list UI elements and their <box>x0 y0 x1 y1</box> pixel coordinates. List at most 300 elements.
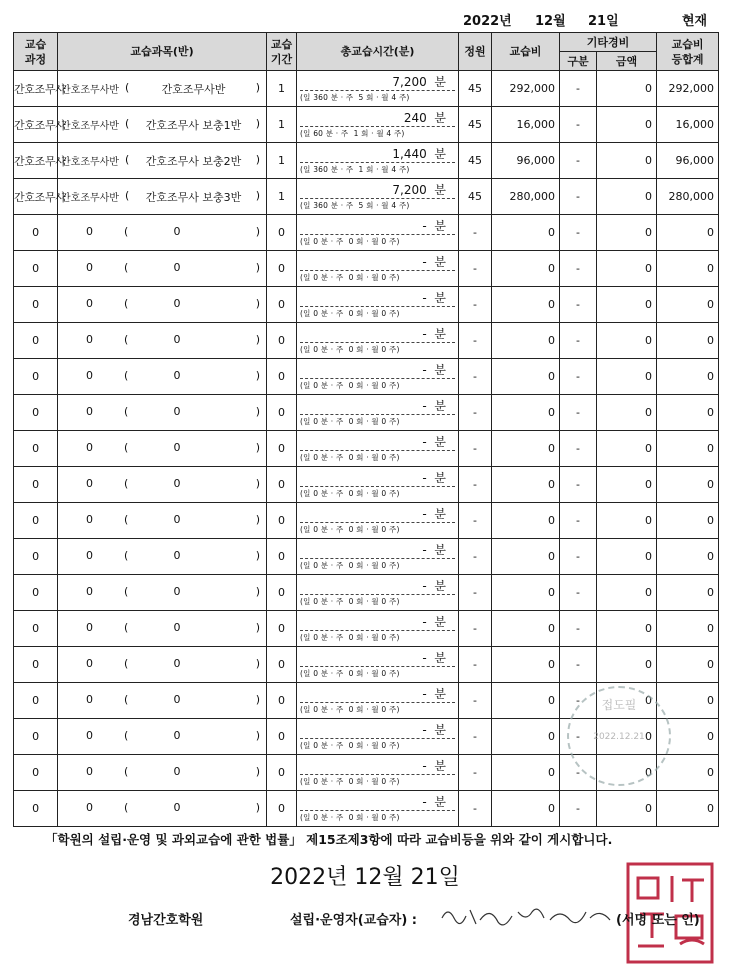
table-row <box>14 467 719 503</box>
fee-cell: 0 <box>492 395 560 431</box>
signature-note: (서명 또는 인) <box>616 913 700 928</box>
date-suffix: 현재 <box>682 14 708 29</box>
subject-cell: 0 ( 0 ) <box>58 575 267 611</box>
period-cell: 0 <box>267 611 297 647</box>
subject-detail: 0 <box>173 477 181 490</box>
other-amount-cell: 0 <box>597 467 657 503</box>
other-amount-cell: 0 <box>597 575 657 611</box>
capacity-cell: 45 <box>459 143 492 179</box>
subject-detail: 간호조무사 보충2반 <box>145 155 242 168</box>
other-kind-cell: - <box>560 611 597 647</box>
fee-cell: 0 <box>492 251 560 287</box>
total-minutes: - <box>422 579 427 593</box>
table-row <box>14 323 719 359</box>
subject-detail: 0 <box>173 585 181 598</box>
capacity-cell: 45 <box>459 179 492 215</box>
course-cell: 0 <box>14 575 58 611</box>
course-cell: 0 <box>14 215 58 251</box>
other-amount-cell: 0 <box>597 539 657 575</box>
time-breakdown: (일 360 분 · 주 5 회 · 월 4 주) <box>300 201 410 210</box>
time-cell <box>297 647 459 683</box>
receipt-stamp <box>567 686 671 786</box>
subject-name: 0 <box>86 441 93 454</box>
minutes-unit: 분 <box>434 579 446 593</box>
time-cell <box>297 143 459 179</box>
total-cell: 0 <box>657 323 719 359</box>
table-row <box>14 575 719 611</box>
fee-cell: 0 <box>492 359 560 395</box>
table-row <box>14 251 719 287</box>
date-year: 2022년 <box>463 14 512 29</box>
other-amount-cell: 0 <box>597 251 657 287</box>
subject-detail: 0 <box>173 621 181 634</box>
other-kind-cell: - <box>560 755 597 791</box>
minutes-unit: 분 <box>434 759 446 773</box>
minutes-unit: 분 <box>434 255 446 269</box>
course-cell: 간호조무사 <box>14 143 58 179</box>
subject-cell: 0 ( 0 ) <box>58 395 267 431</box>
date-day: 21일 <box>588 14 619 29</box>
other-amount-cell: 0 <box>597 179 657 215</box>
fee-cell: 0 <box>492 719 560 755</box>
fee-cell: 0 <box>492 791 560 827</box>
subject-name: 0 <box>86 513 93 526</box>
course-cell: 0 <box>14 467 58 503</box>
total-minutes: - <box>422 651 427 665</box>
period-cell: 0 <box>267 359 297 395</box>
other-kind-cell: - <box>560 395 597 431</box>
time-breakdown: (일 0 분 · 주 0 회 · 월 0 주) <box>300 633 400 642</box>
period-cell: 1 <box>267 107 297 143</box>
time-breakdown: (일 0 분 · 주 0 회 · 월 0 주) <box>300 489 400 498</box>
col-subject: 교습과목(반) <box>58 33 267 71</box>
time-cell <box>297 179 459 215</box>
other-kind-cell: - <box>560 359 597 395</box>
minutes-unit: 분 <box>434 147 446 161</box>
time-cell <box>297 323 459 359</box>
total-cell: 0 <box>657 467 719 503</box>
time-breakdown: (일 0 분 · 주 0 회 · 월 0 주) <box>300 453 400 462</box>
subject-cell: 0 ( 0 ) <box>58 431 267 467</box>
subject-name: 0 <box>86 693 93 706</box>
minutes-unit: 분 <box>434 471 446 485</box>
subject-detail: 0 <box>173 297 181 310</box>
fee-cell: 0 <box>492 467 560 503</box>
time-cell <box>297 215 459 251</box>
time-breakdown: (일 360 분 · 주 1 회 · 월 4 주) <box>300 165 410 174</box>
time-breakdown: (일 360 분 · 주 5 회 · 월 4 주) <box>300 93 410 102</box>
course-cell: 0 <box>14 287 58 323</box>
subject-name: 간호조무사반 <box>61 193 119 204</box>
total-minutes: - <box>422 615 427 629</box>
table-row <box>14 611 719 647</box>
total-minutes: - <box>422 291 427 305</box>
course-cell: 0 <box>14 323 58 359</box>
other-amount-cell: 0 <box>597 323 657 359</box>
total-cell: 0 <box>657 647 719 683</box>
time-breakdown: (일 0 분 · 주 0 회 · 월 0 주) <box>300 417 400 426</box>
time-cell <box>297 683 459 719</box>
minutes-unit: 분 <box>434 651 446 665</box>
subject-name: 0 <box>86 405 93 418</box>
total-cell: 0 <box>657 755 719 791</box>
date-header <box>0 8 730 30</box>
course-cell: 간호조무사 <box>14 71 58 107</box>
subject-detail: 0 <box>173 765 181 778</box>
course-cell: 0 <box>14 791 58 827</box>
period-cell: 0 <box>267 575 297 611</box>
col-fee: 교습비 <box>492 33 560 71</box>
time-breakdown: (일 0 분 · 주 0 회 · 월 0 주) <box>300 813 400 822</box>
period-cell: 1 <box>267 179 297 215</box>
course-cell: 간호조무사 <box>14 107 58 143</box>
total-minutes: 7,200 <box>392 75 427 89</box>
time-cell <box>297 251 459 287</box>
other-kind-cell: - <box>560 647 597 683</box>
table-row <box>14 431 719 467</box>
other-amount-cell: 0 <box>597 647 657 683</box>
subject-detail: 0 <box>173 225 181 238</box>
subject-name: 간호조무사반 <box>61 157 119 168</box>
period-cell: 1 <box>267 143 297 179</box>
col-other-kind: 구분 <box>560 52 597 71</box>
table-row <box>14 503 719 539</box>
total-cell: 0 <box>657 791 719 827</box>
other-amount-cell: 0 <box>597 143 657 179</box>
table-row <box>14 359 719 395</box>
period-cell: 0 <box>267 539 297 575</box>
time-breakdown: (일 0 분 · 주 0 회 · 월 0 주) <box>300 597 400 606</box>
other-kind-cell: - <box>560 71 597 107</box>
subject-cell: 0 ( 0 ) <box>58 647 267 683</box>
stamp-date: 2022.12.21 <box>593 732 645 742</box>
time-breakdown: (일 0 분 · 주 0 회 · 월 0 주) <box>300 561 400 570</box>
time-cell <box>297 575 459 611</box>
subject-detail: 0 <box>173 369 181 382</box>
time-breakdown: (일 60 분 · 주 1 회 · 월 4 주) <box>300 129 405 138</box>
subject-name: 0 <box>86 765 93 778</box>
table-row <box>14 791 719 827</box>
academy-name: 경남간호학원 <box>128 913 204 928</box>
total-cell: 0 <box>657 719 719 755</box>
fee-cell: 292,000 <box>492 71 560 107</box>
subject-name: 0 <box>86 657 93 670</box>
subject-detail: 0 <box>173 693 181 706</box>
time-cell <box>297 755 459 791</box>
subject-name: 0 <box>86 585 93 598</box>
total-cell: 0 <box>657 251 719 287</box>
course-cell: 0 <box>14 395 58 431</box>
total-minutes: - <box>422 435 427 449</box>
other-amount-cell: 0 <box>597 683 657 719</box>
total-cell: 96,000 <box>657 143 719 179</box>
handwritten-signature <box>440 900 630 930</box>
total-cell: 280,000 <box>657 179 719 215</box>
other-kind-cell: - <box>560 467 597 503</box>
time-cell <box>297 719 459 755</box>
subject-cell: 0 ( 0 ) <box>58 755 267 791</box>
course-cell: 0 <box>14 539 58 575</box>
subject-detail: 0 <box>173 261 181 274</box>
other-amount-cell: 0 <box>597 395 657 431</box>
capacity-cell: - <box>459 431 492 467</box>
posting-date: 2022년 12월 21일 <box>270 865 460 890</box>
total-minutes: - <box>422 363 427 377</box>
other-kind-cell: - <box>560 179 597 215</box>
other-amount-cell: 0 <box>597 755 657 791</box>
total-minutes: - <box>422 543 427 557</box>
subject-cell: 0 ( 0 ) <box>58 251 267 287</box>
other-kind-cell: - <box>560 107 597 143</box>
total-cell: 0 <box>657 611 719 647</box>
subject-name: 0 <box>86 549 93 562</box>
subject-name: 0 <box>86 729 93 742</box>
subject-cell: 0 ( 0 ) <box>58 359 267 395</box>
total-cell: 0 <box>657 431 719 467</box>
col-course: 교습과정 <box>14 33 58 71</box>
table-row <box>14 395 719 431</box>
other-amount-cell: 0 <box>597 719 657 755</box>
capacity-cell: - <box>459 755 492 791</box>
fee-cell: 16,000 <box>492 107 560 143</box>
fee-cell: 0 <box>492 683 560 719</box>
period-cell: 0 <box>267 323 297 359</box>
subject-name: 간호조무사반 <box>61 85 119 96</box>
subject-name: 0 <box>86 801 93 814</box>
subject-cell: 0 ( 0 ) <box>58 683 267 719</box>
time-breakdown: (일 0 분 · 주 0 회 · 월 0 주) <box>300 345 400 354</box>
period-cell: 0 <box>267 755 297 791</box>
course-cell: 0 <box>14 611 58 647</box>
table-row <box>14 215 719 251</box>
subject-cell: 0 ( 0 ) <box>58 791 267 827</box>
total-minutes: - <box>422 327 427 341</box>
capacity-cell: 45 <box>459 71 492 107</box>
table-row <box>14 539 719 575</box>
total-cell: 0 <box>657 215 719 251</box>
fee-cell: 0 <box>492 575 560 611</box>
minutes-unit: 분 <box>434 75 446 89</box>
total-minutes: 240 <box>403 111 427 125</box>
subject-name: 0 <box>86 261 93 274</box>
period-cell: 0 <box>267 719 297 755</box>
other-kind-cell: - <box>560 215 597 251</box>
time-cell <box>297 287 459 323</box>
total-minutes: - <box>422 471 427 485</box>
subject-name: 0 <box>86 333 93 346</box>
fee-cell: 280,000 <box>492 179 560 215</box>
table-row <box>14 107 719 143</box>
other-kind-cell: - <box>560 791 597 827</box>
notice-text: 「학원의 설립·운영 및 과외교습에 관한 법률」 제15조제3항에 따라 교습비등을 위와 같이 게시합니다. <box>45 832 613 847</box>
subject-detail: 0 <box>173 513 181 526</box>
time-cell <box>297 431 459 467</box>
course-cell: 0 <box>14 683 58 719</box>
period-cell: 0 <box>267 467 297 503</box>
minutes-unit: 분 <box>434 399 446 413</box>
capacity-cell: - <box>459 215 492 251</box>
col-total: 교습비등합계 <box>657 33 719 71</box>
period-cell: 1 <box>267 71 297 107</box>
subject-detail: 간호조무사 보충3반 <box>145 191 242 204</box>
course-cell: 0 <box>14 359 58 395</box>
total-cell: 16,000 <box>657 107 719 143</box>
other-amount-cell: 0 <box>597 359 657 395</box>
date-month: 12월 <box>535 14 566 29</box>
time-cell <box>297 611 459 647</box>
stamp-title: 접도필 <box>601 698 637 712</box>
capacity-cell: - <box>459 719 492 755</box>
time-breakdown: (일 0 분 · 주 0 회 · 월 0 주) <box>300 309 400 318</box>
time-breakdown: (일 0 분 · 주 0 회 · 월 0 주) <box>300 237 400 246</box>
total-minutes: - <box>422 687 427 701</box>
course-cell: 0 <box>14 719 58 755</box>
time-cell <box>297 107 459 143</box>
period-cell: 0 <box>267 791 297 827</box>
table-row <box>14 647 719 683</box>
total-cell: 0 <box>657 359 719 395</box>
subject-cell: 간호조무사반 ( 간호조무사 보충3반 ) <box>58 179 267 215</box>
time-breakdown: (일 0 분 · 주 0 회 · 월 0 주) <box>300 273 400 282</box>
fee-cell: 0 <box>492 431 560 467</box>
time-cell <box>297 71 459 107</box>
subject-detail: 0 <box>173 729 181 742</box>
course-cell: 0 <box>14 503 58 539</box>
minutes-unit: 분 <box>434 183 446 197</box>
subject-detail: 0 <box>173 333 181 346</box>
period-cell: 0 <box>267 215 297 251</box>
fee-cell: 0 <box>492 503 560 539</box>
capacity-cell: 45 <box>459 107 492 143</box>
time-breakdown: (일 0 분 · 주 0 회 · 월 0 주) <box>300 381 400 390</box>
minutes-unit: 분 <box>434 219 446 233</box>
fee-cell: 0 <box>492 323 560 359</box>
course-cell: 0 <box>14 251 58 287</box>
time-breakdown: (일 0 분 · 주 0 회 · 월 0 주) <box>300 669 400 678</box>
subject-detail: 0 <box>173 405 181 418</box>
minutes-unit: 분 <box>434 795 446 809</box>
subject-name: 0 <box>86 477 93 490</box>
minutes-unit: 분 <box>434 111 446 125</box>
total-minutes: - <box>422 255 427 269</box>
other-amount-cell: 0 <box>597 287 657 323</box>
other-amount-cell: 0 <box>597 431 657 467</box>
col-capacity: 정원 <box>459 33 492 71</box>
time-breakdown: (일 0 분 · 주 0 회 · 월 0 주) <box>300 525 400 534</box>
minutes-unit: 분 <box>434 291 446 305</box>
other-amount-cell: 0 <box>597 791 657 827</box>
capacity-cell: - <box>459 323 492 359</box>
total-cell: 0 <box>657 539 719 575</box>
time-cell <box>297 539 459 575</box>
table-row <box>14 71 719 107</box>
period-cell: 0 <box>267 287 297 323</box>
time-cell <box>297 359 459 395</box>
capacity-cell: - <box>459 611 492 647</box>
total-minutes: - <box>422 723 427 737</box>
subject-name: 간호조무사반 <box>61 121 119 132</box>
total-cell: 0 <box>657 395 719 431</box>
period-cell: 0 <box>267 395 297 431</box>
subject-cell: 간호조무사반 ( 간호조무사 보충1반 ) <box>58 107 267 143</box>
subject-cell: 0 ( 0 ) <box>58 539 267 575</box>
capacity-cell: - <box>459 287 492 323</box>
subject-cell: 0 ( 0 ) <box>58 503 267 539</box>
fee-cell: 96,000 <box>492 143 560 179</box>
other-kind-cell: - <box>560 251 597 287</box>
total-minutes: 1,440 <box>392 147 427 161</box>
capacity-cell: - <box>459 395 492 431</box>
time-breakdown: (일 0 분 · 주 0 회 · 월 0 주) <box>300 741 400 750</box>
col-time: 총교습시간(분) <box>297 33 459 71</box>
other-kind-cell: - <box>560 719 597 755</box>
table-row <box>14 143 719 179</box>
course-cell: 0 <box>14 431 58 467</box>
total-minutes: 7,200 <box>392 183 427 197</box>
fee-cell: 0 <box>492 215 560 251</box>
capacity-cell: - <box>459 791 492 827</box>
subject-cell: 0 ( 0 ) <box>58 323 267 359</box>
minutes-unit: 분 <box>434 723 446 737</box>
period-cell: 0 <box>267 683 297 719</box>
other-kind-cell: - <box>560 431 597 467</box>
subject-detail: 0 <box>173 549 181 562</box>
time-cell <box>297 791 459 827</box>
total-cell: 292,000 <box>657 71 719 107</box>
operator-label: 설립·운영자(교습자) : <box>290 913 418 928</box>
period-cell: 0 <box>267 503 297 539</box>
total-cell: 0 <box>657 503 719 539</box>
minutes-unit: 분 <box>434 687 446 701</box>
capacity-cell: - <box>459 251 492 287</box>
other-kind-cell: - <box>560 539 597 575</box>
table-row <box>14 179 719 215</box>
other-kind-cell: - <box>560 575 597 611</box>
total-minutes: - <box>422 795 427 809</box>
minutes-unit: 분 <box>434 363 446 377</box>
col-period: 교습기간 <box>267 33 297 71</box>
other-kind-cell: - <box>560 503 597 539</box>
fee-cell: 0 <box>492 611 560 647</box>
total-minutes: - <box>422 399 427 413</box>
total-minutes: - <box>422 507 427 521</box>
subject-cell: 0 ( 0 ) <box>58 467 267 503</box>
col-other: 기타경비 <box>560 33 657 52</box>
subject-cell: 간호조무사반 ( 간호조무사반 ) <box>58 71 267 107</box>
time-cell <box>297 503 459 539</box>
subject-detail: 0 <box>173 441 181 454</box>
subject-cell: 0 ( 0 ) <box>58 719 267 755</box>
col-other-amount: 금액 <box>597 52 657 71</box>
period-cell: 0 <box>267 251 297 287</box>
subject-cell: 간호조무사반 ( 간호조무사 보충2반 ) <box>58 143 267 179</box>
other-amount-cell: 0 <box>597 611 657 647</box>
subject-detail: 0 <box>173 801 181 814</box>
period-cell: 0 <box>267 431 297 467</box>
subject-cell: 0 ( 0 ) <box>58 287 267 323</box>
other-amount-cell: 0 <box>597 107 657 143</box>
other-kind-cell: - <box>560 143 597 179</box>
minutes-unit: 분 <box>434 615 446 629</box>
capacity-cell: - <box>459 647 492 683</box>
time-breakdown: (일 0 분 · 주 0 회 · 월 0 주) <box>300 777 400 786</box>
other-kind-cell: - <box>560 683 597 719</box>
course-cell: 간호조무사 <box>14 179 58 215</box>
capacity-cell: - <box>459 575 492 611</box>
minutes-unit: 분 <box>434 327 446 341</box>
other-amount-cell: 0 <box>597 215 657 251</box>
fee-cell: 0 <box>492 755 560 791</box>
